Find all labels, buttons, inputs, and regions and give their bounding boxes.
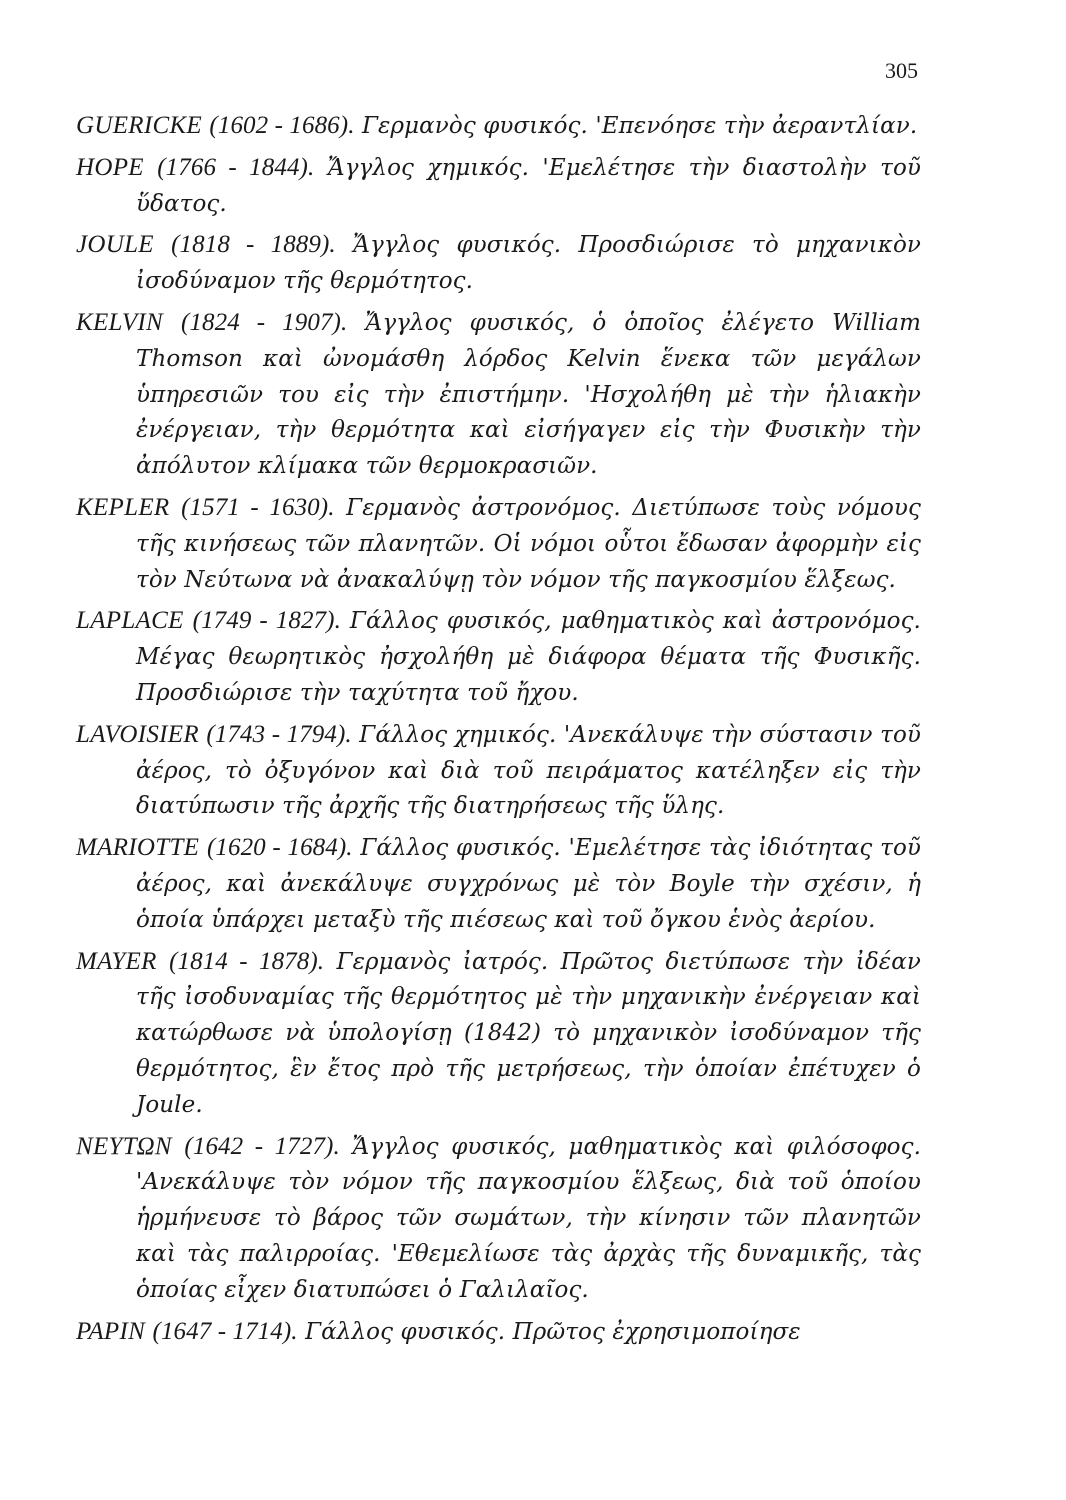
- entry-dates: (1749 - 1827).: [192, 607, 341, 635]
- entry-name: JOULE: [76, 231, 154, 259]
- entry-name: LAVOISIER: [76, 720, 199, 748]
- entry-dates: (1824 - 1907).: [181, 308, 348, 336]
- entry-guericke: [76, 108, 921, 145]
- entry-text: Γάλλος χημικός. 'Ανεκάλυψε τὴν σύστασιν τοῦ ἀέρος, τὸ ὀξυγόνον καὶ διὰ τοῦ πειράματος κατέληξεν εἰς τὴν διατύπωσιν τῆς ἀρχῆς τῆς διατηρήσεως τῆς ὕλης.: [136, 721, 921, 820]
- entry-kelvin: [76, 305, 921, 485]
- entry-text: Ἄγγλος χημικός. 'Εμελέτησε τὴν διαστολὴν τοῦ ὕδατος.: [136, 154, 921, 217]
- entry-text: Γερμανὸς ἀστρονόμος. Διετύπωσε τοὺς νόμους τῆς κινήσεως τῶν πλανητῶν. Οἱ νόμοι οὗτοι ἔδωσαν ἀφορμὴν εἰς τὸν Νεύτωνα νὰ ἀνακαλύψῃ τὸν νόμον τῆς παγκοσμίου ἕλξεως.: [136, 494, 921, 593]
- entry-dates: (1642 - 1727).: [184, 1132, 340, 1160]
- entry-dates: (1647 - 1714).: [152, 1317, 298, 1345]
- biographical-entries: [76, 108, 921, 1355]
- entry-dates: (1766 - 1844).: [157, 153, 315, 181]
- entry-name: MARIOTTE: [76, 834, 200, 862]
- entry-dates: (1743 - 1794).: [206, 720, 352, 748]
- entry-dates: (1571 - 1630).: [181, 493, 335, 521]
- entry-name: HOPE: [76, 153, 144, 181]
- entry-lavoisier: [76, 717, 921, 825]
- entry-name: MAYER: [76, 947, 157, 975]
- entry-text: Γάλλος φυσικός. Πρῶτος ἐχρησιμοποίησε: [305, 1318, 801, 1345]
- entry-dates: (1814 - 1878).: [169, 947, 325, 975]
- entry-laplace: [76, 603, 921, 711]
- entry-mayer: [76, 944, 921, 1124]
- entry-dates: (1602 - 1686).: [209, 112, 355, 139]
- entry-text: Γερμανὸς φυσικός. 'Επενόησε τὴν ἀεραντλίαν.: [361, 113, 918, 139]
- entry-text: Γάλλος φυσικός. 'Εμελέτησε τὰς ἰδιότητας τοῦ ἀέρος, καὶ ἀνεκάλυψε συγχρόνως μὲ τὸν Boyle τὴν σχέσιν, ἡ ὁποία ὑπάρχει μεταξὺ τῆς πιέσεως καὶ τοῦ ὄγκου ἑνὸς ἀερίου.: [136, 835, 921, 933]
- entry-text: Γερμανὸς ἰατρός. Πρῶτος διετύπωσε τὴν ἰδέαν τῆς ἰσοδυναμίας τῆς θερμότητος μὲ τὴν μηχανικὴν ἐνέργειαν καὶ κατώρθωσε νὰ ὑπολογίσῃ (1842) τὸ μηχανικὸν ἰσοδύναμον τῆς θερμότητος, ἓν ἔτος πρὸ τῆς μετρήσεως, τὴν ὁποίαν ἐπέτυχεν ὁ Joule.: [136, 948, 921, 1118]
- entry-dates: (1818 - 1889).: [171, 231, 336, 259]
- entry-joule: [76, 227, 921, 300]
- page-number: 305: [885, 58, 918, 83]
- entry-kepler: [76, 490, 921, 598]
- entry-text: Ἄγγλος φυσικός, ὁ ὁποῖος ἐλέγετο William Thomson καὶ ὠνομάσθη λόρδος Kelvin ἕνεκα τῶν μεγάλων ὑπηρεσιῶν του εἰς τὴν ἐπιστήμην. 'Ησχολήθη μὲ τὴν ἡλιακὴν ἐνέργειαν, τὴν θερμότητα καὶ εἰσήγαγεν εἰς τὴν Φυσικὴν τὴν ἀπόλυτον κλίμακα τῶν θερμοκρασιῶν.: [136, 309, 921, 480]
- entry-dates: (1620 - 1684).: [206, 834, 353, 862]
- entry-name: KEPLER: [76, 493, 170, 521]
- entry-mariotte: [76, 830, 921, 938]
- entry-hope: [76, 150, 921, 223]
- entry-name: LAPLACE: [76, 607, 184, 635]
- entry-newton: [76, 1129, 921, 1309]
- entry-name: KELVIN: [76, 308, 163, 336]
- entry-name: PAPIN: [76, 1317, 146, 1345]
- entry-text: Γάλλος φυσικός, μαθηματικὸς καὶ ἀστρονόμος. Μέγας θεωρητικὸς ἠσχολήθη μὲ διάφορα θέματα τῆς Φυσικῆς. Προσδιώρισε τὴν ταχύτητα τοῦ ἤχου.: [136, 608, 921, 706]
- entry-papin: [76, 1314, 921, 1351]
- entry-name: ΝΕΥΤΩΝ: [76, 1132, 172, 1160]
- entry-text: Ἄγγλος φυσικός, μαθηματικὸς καὶ φιλόσοφος. 'Ανεκάλυψε τὸν νόμον τῆς παγκοσμίου ἕλξεως, διὰ τοῦ ὁποίου ἡρμήνευσε τὸ βάρος τῶν σωμάτων, τὴν κίνησιν τῶν πλανητῶν καὶ τὰς παλιρροίας. 'Εθεμελίωσε τὰς ἀρχὰς τῆς δυναμικῆς, τὰς ὁποίας εἶχεν διατυπώσει ὁ Γαλιλαῖος.: [136, 1133, 921, 1303]
- entry-text: Ἄγγλος φυσικός. Προσδιώρισε τὸ μηχανικὸν ἰσοδύναμον τῆς θερμότητος.: [136, 232, 921, 295]
- entry-name: GUERICKE: [76, 112, 202, 139]
